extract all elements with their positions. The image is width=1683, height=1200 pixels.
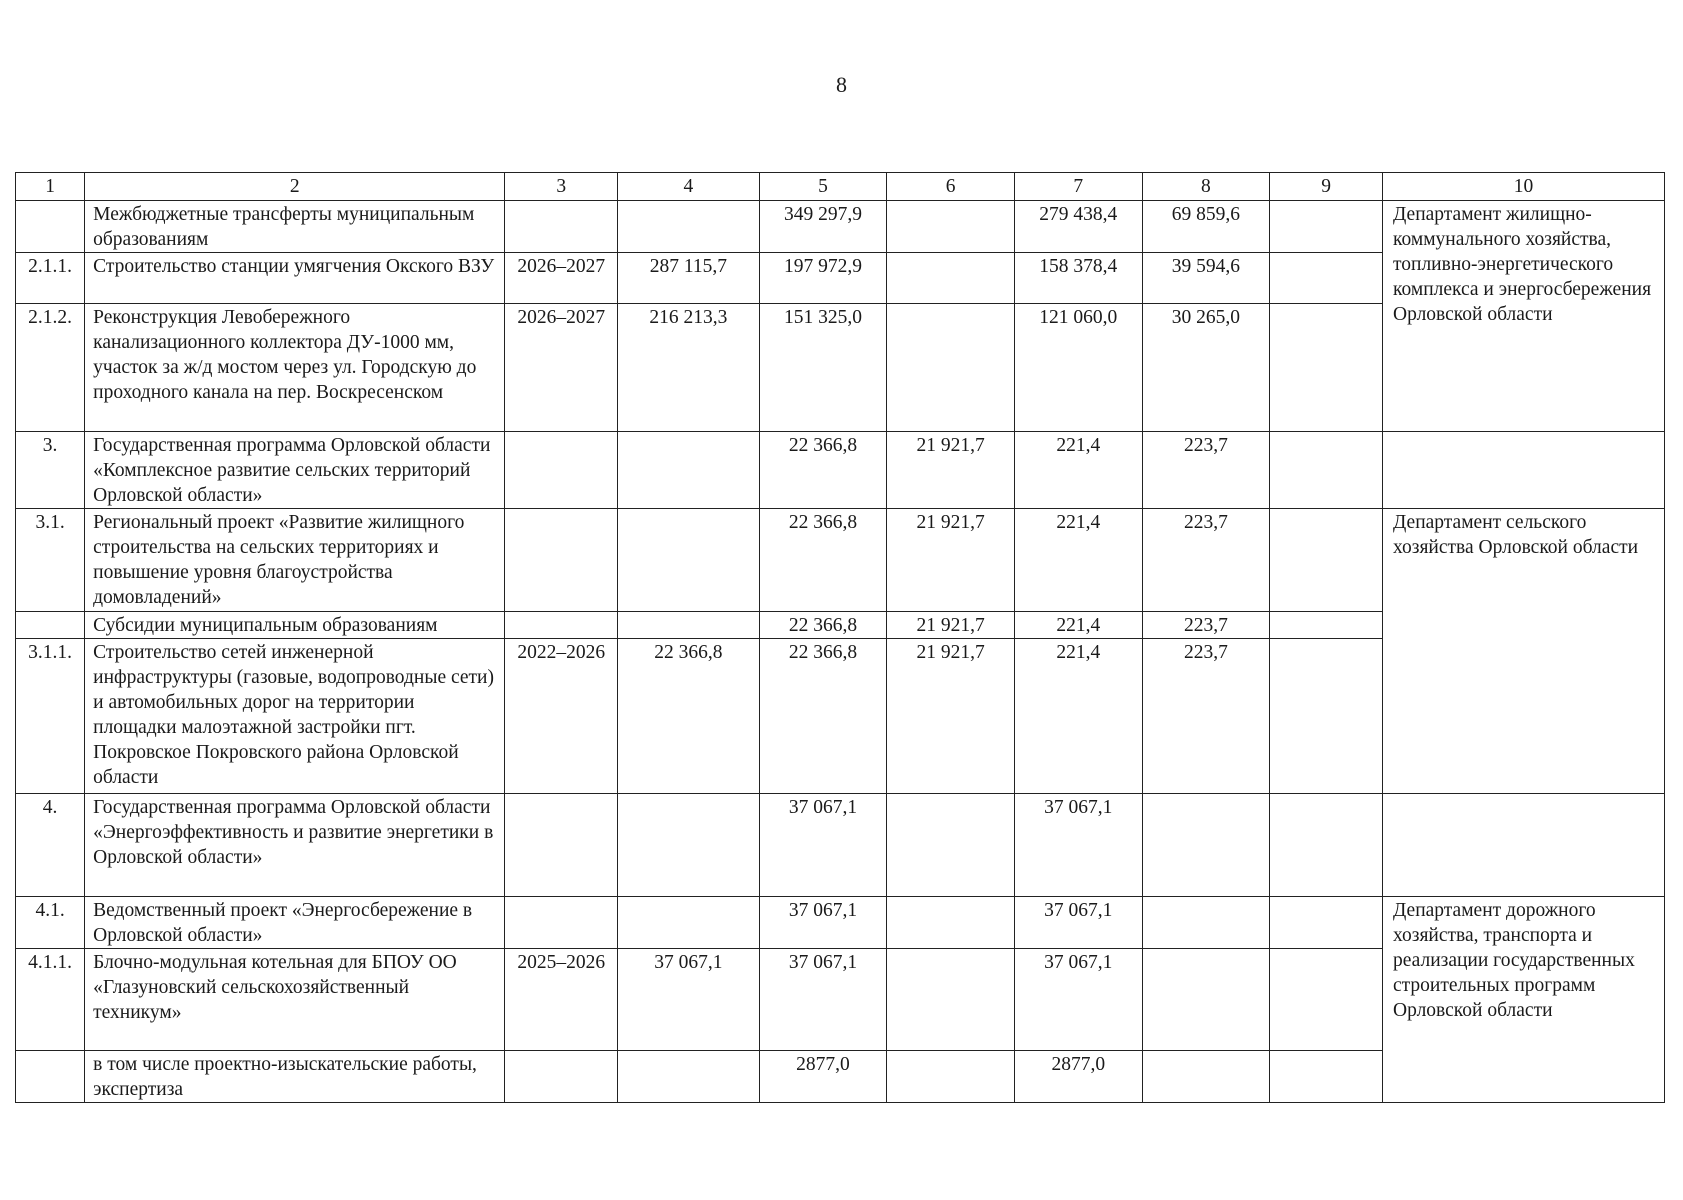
row-col9	[1270, 639, 1383, 794]
row-period	[505, 794, 618, 897]
row-col5: 197 972,9	[759, 253, 887, 304]
row-cost: 37 067,1	[618, 949, 759, 1051]
column-numbers-row	[16, 173, 1665, 201]
department-agriculture: Департамент сельского хозяйства Орловской области	[1383, 509, 1665, 794]
row-col9	[1270, 432, 1383, 509]
department-empty	[1383, 794, 1665, 897]
row-col6: 21 921,7	[887, 612, 1015, 639]
row-number	[16, 612, 85, 639]
table-row	[16, 432, 1665, 509]
row-col9	[1270, 794, 1383, 897]
department-roads: Департамент дорожного хозяйства, транспорта и реализации государственных строительных программ Орловской области	[1383, 897, 1665, 1103]
row-col9	[1270, 509, 1383, 612]
row-name: Реконструкция Левобережного канализационного коллектора ДУ-1000 мм, участок за ж/д мостом через ул. Городскую до проходного канала на пер. Воскресенском	[85, 304, 505, 432]
row-cost	[618, 432, 759, 509]
row-period	[505, 201, 618, 253]
row-col8	[1142, 1051, 1270, 1103]
row-col5: 349 297,9	[759, 201, 887, 253]
row-col8	[1142, 794, 1270, 897]
row-name: в том числе проектно-изыскательские работы, экспертиза	[85, 1051, 505, 1103]
row-col8: 223,7	[1142, 612, 1270, 639]
row-col9	[1270, 201, 1383, 253]
row-col8: 223,7	[1142, 639, 1270, 794]
table-row	[16, 794, 1665, 897]
row-cost	[618, 509, 759, 612]
row-col5: 22 366,8	[759, 432, 887, 509]
row-col7: 37 067,1	[1014, 897, 1142, 949]
row-name: Блочно-модульная котельная для БПОУ ОО «Глазуновский сельскохозяйственный техникум»	[85, 949, 505, 1051]
row-period: 2022–2026	[505, 639, 618, 794]
row-number	[16, 201, 85, 253]
row-cost	[618, 897, 759, 949]
row-number: 4.1.1.	[16, 949, 85, 1051]
row-number: 3.	[16, 432, 85, 509]
row-col6	[887, 949, 1015, 1051]
page-number: 8	[836, 72, 847, 97]
row-col7: 121 060,0	[1014, 304, 1142, 432]
row-period: 2026–2027	[505, 304, 618, 432]
row-period: 2025–2026	[505, 949, 618, 1051]
row-cost: 22 366,8	[618, 639, 759, 794]
row-col8: 223,7	[1142, 432, 1270, 509]
row-cost: 216 213,3	[618, 304, 759, 432]
col-header-7: 7	[1014, 173, 1142, 201]
row-col7: 158 378,4	[1014, 253, 1142, 304]
row-cost	[618, 794, 759, 897]
row-number: 2.1.2.	[16, 304, 85, 432]
row-col9	[1270, 1051, 1383, 1103]
row-col7: 221,4	[1014, 509, 1142, 612]
row-number: 4.	[16, 794, 85, 897]
col-header-10: 10	[1383, 173, 1665, 201]
row-col5: 37 067,1	[759, 897, 887, 949]
department-housing: Департамент жилищно-коммунального хозяйства, топливно-энергетического комплекса и энергосбережения Орловской области	[1383, 201, 1665, 432]
col-header-5: 5	[759, 173, 887, 201]
row-col9	[1270, 897, 1383, 949]
row-period	[505, 897, 618, 949]
row-number: 3.1.	[16, 509, 85, 612]
row-col6	[887, 201, 1015, 253]
row-number	[16, 1051, 85, 1103]
row-col6: 21 921,7	[887, 432, 1015, 509]
row-col9	[1270, 612, 1383, 639]
row-name: Государственная программа Орловской области «Энергоэффективность и развитие энергетики в Орловской области»	[85, 794, 505, 897]
col-header-2: 2	[85, 173, 505, 201]
row-col6	[887, 1051, 1015, 1103]
row-period	[505, 1051, 618, 1103]
row-name: Строительство станции умягчения Окского ВЗУ	[85, 253, 505, 304]
row-col9	[1270, 253, 1383, 304]
row-col5: 2877,0	[759, 1051, 887, 1103]
row-col8	[1142, 897, 1270, 949]
row-col5: 37 067,1	[759, 949, 887, 1051]
row-col5: 22 366,8	[759, 639, 887, 794]
col-header-4: 4	[618, 173, 759, 201]
row-col7: 279 438,4	[1014, 201, 1142, 253]
row-col9	[1270, 949, 1383, 1051]
row-col8	[1142, 949, 1270, 1051]
row-col8: 69 859,6	[1142, 201, 1270, 253]
row-col6	[887, 253, 1015, 304]
row-col6	[887, 897, 1015, 949]
row-col5: 37 067,1	[759, 794, 887, 897]
table-row	[16, 201, 1665, 253]
row-cost: 287 115,7	[618, 253, 759, 304]
row-col5: 22 366,8	[759, 612, 887, 639]
col-header-9: 9	[1270, 173, 1383, 201]
row-name: Ведомственный проект «Энергосбережение в Орловской области»	[85, 897, 505, 949]
row-cost	[618, 201, 759, 253]
row-col8: 39 594,6	[1142, 253, 1270, 304]
row-name: Межбюджетные трансферты муниципальным образованиям	[85, 201, 505, 253]
row-col7: 2877,0	[1014, 1051, 1142, 1103]
col-header-8: 8	[1142, 173, 1270, 201]
row-number: 2.1.1.	[16, 253, 85, 304]
row-col9	[1270, 304, 1383, 432]
row-period	[505, 612, 618, 639]
row-col6: 21 921,7	[887, 509, 1015, 612]
row-col7: 37 067,1	[1014, 949, 1142, 1051]
row-col8: 223,7	[1142, 509, 1270, 612]
row-name: Региональный проект «Развитие жилищного строительства на сельских территориях и повышение уровня благоустройства домовладений»	[85, 509, 505, 612]
table-row	[16, 509, 1665, 612]
budget-table	[15, 172, 1665, 1103]
row-col5: 151 325,0	[759, 304, 887, 432]
row-col8: 30 265,0	[1142, 304, 1270, 432]
col-header-1: 1	[16, 173, 85, 201]
row-period	[505, 509, 618, 612]
row-period: 2026–2027	[505, 253, 618, 304]
row-number: 3.1.1.	[16, 639, 85, 794]
row-name: Строительство сетей инженерной инфраструктуры (газовые, водопроводные сети) и автомобильных дорог на территории площадки малоэтажной застройки пгт. Покровское Покровского района Орловской области	[85, 639, 505, 794]
row-cost	[618, 612, 759, 639]
row-col6	[887, 794, 1015, 897]
table-row	[16, 897, 1665, 949]
row-col6	[887, 304, 1015, 432]
row-period	[505, 432, 618, 509]
row-col5: 22 366,8	[759, 509, 887, 612]
row-cost	[618, 1051, 759, 1103]
row-name: Государственная программа Орловской области «Комплексное развитие сельских территорий Орловской области»	[85, 432, 505, 509]
row-col6: 21 921,7	[887, 639, 1015, 794]
row-col7: 37 067,1	[1014, 794, 1142, 897]
row-col7: 221,4	[1014, 639, 1142, 794]
col-header-6: 6	[887, 173, 1015, 201]
row-col7: 221,4	[1014, 612, 1142, 639]
row-col7: 221,4	[1014, 432, 1142, 509]
col-header-3: 3	[505, 173, 618, 201]
row-number: 4.1.	[16, 897, 85, 949]
row-name: Субсидии муниципальным образованиям	[85, 612, 505, 639]
department-empty	[1383, 432, 1665, 509]
